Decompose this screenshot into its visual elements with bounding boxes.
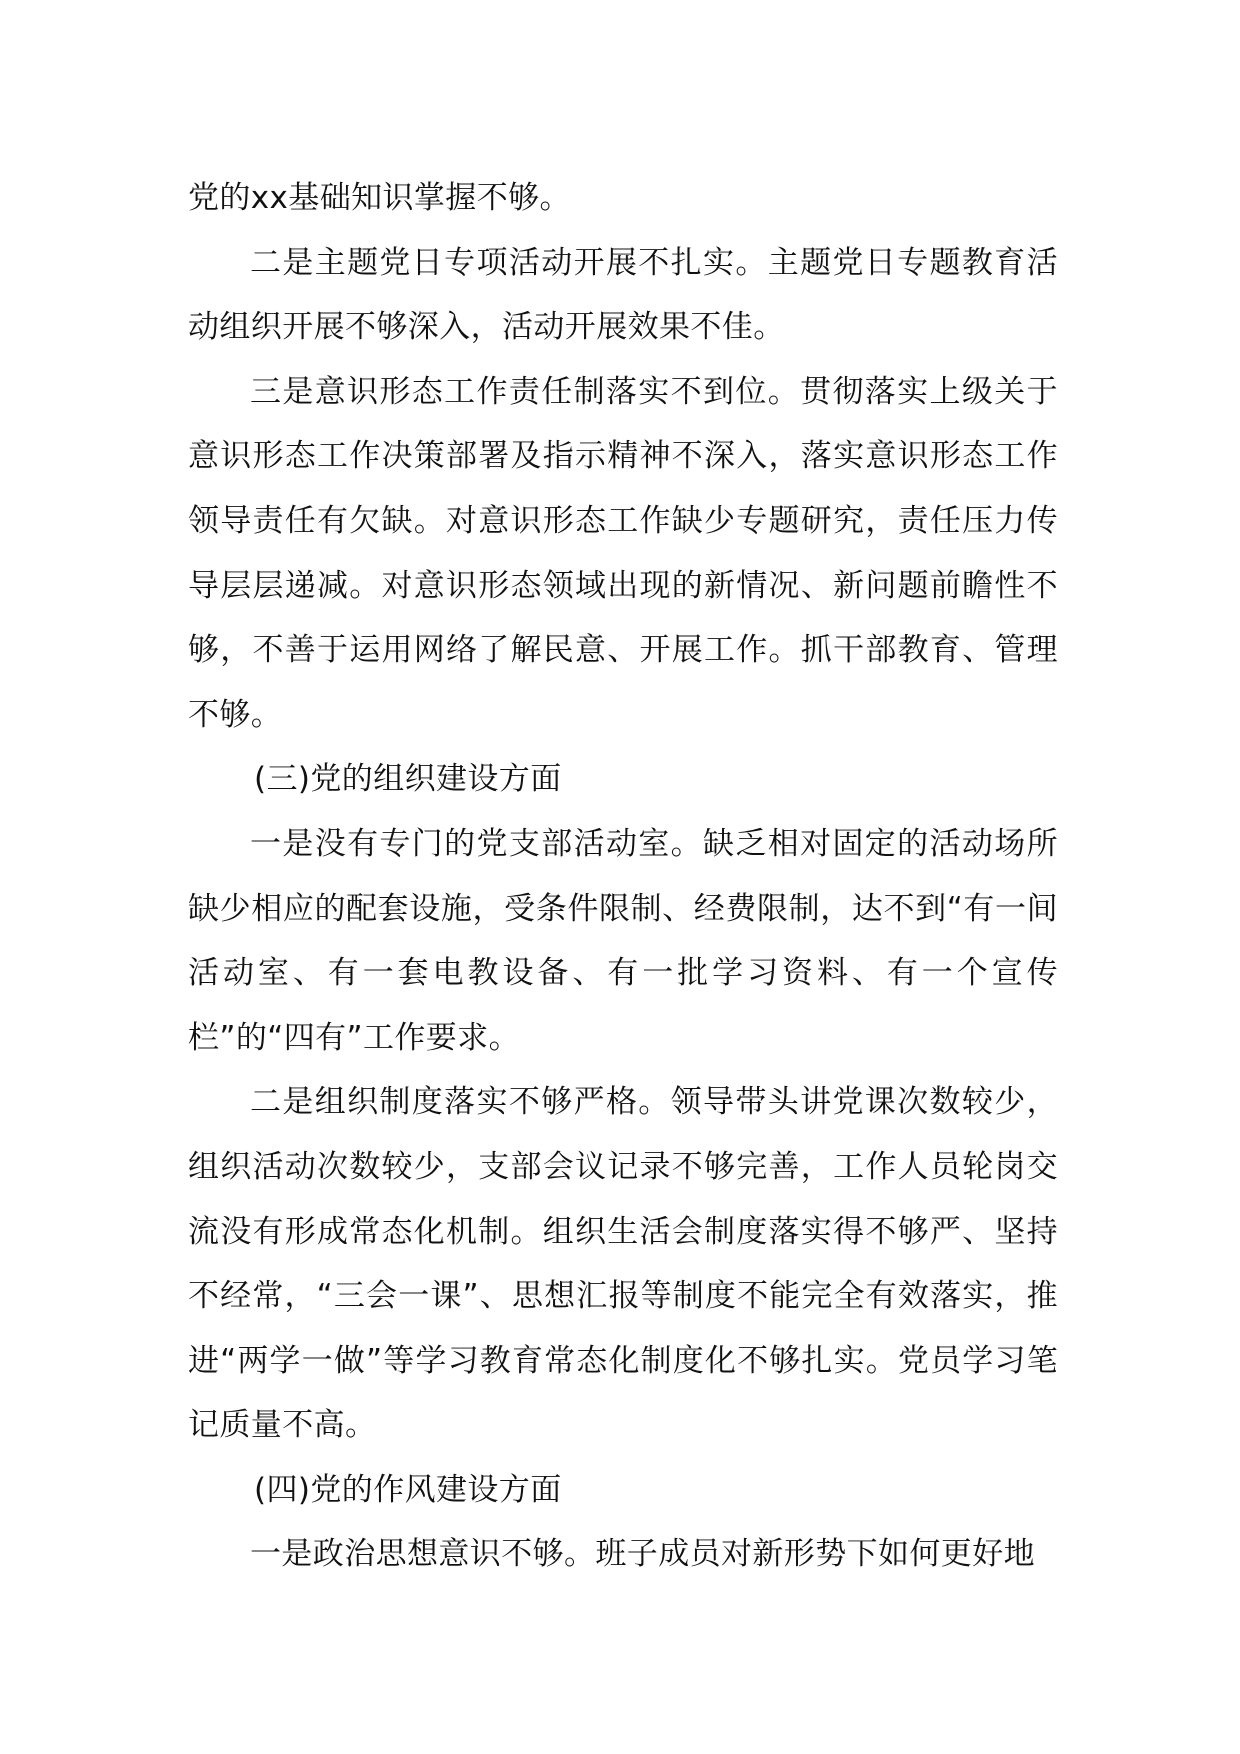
paragraph-continuation: 党的xx基础知识掌握不够。 bbox=[188, 180, 571, 216]
document-body bbox=[188, 166, 1058, 1587]
paragraph-theme-party-day: 二是主题党日专项活动开展不扎实。主题党日专题教育活动组织开展不够深入，活动开展效果不佳。 bbox=[188, 244, 1058, 346]
paragraph-ideology-responsibility: 三是意识形态工作责任制落实不到位。贯彻落实上级关于意识形态工作决策部署及指示精神不深入，落实意识形态工作领导责任有欠缺。对意识形态工作缺少专题研究，责任压力传导层层递减。对意识形态领域出现的新情况、新问题前瞻性不够，不善于运用网络了解民意、开展工作。抓干部教育、管理不够。 bbox=[188, 373, 1058, 733]
paragraph-political-awareness: 一是政治思想意识不够。班子成员对新形势下如何更好地 bbox=[250, 1536, 1035, 1573]
paragraph-organization-system: 二是组织制度落实不够严格。领导带头讲党课次数较少，组织活动次数较少，支部会议记录不够完善，工作人员轮岗交流没有形成常态化机制。组织生活会制度落实得不够严、坚持不经常，“三会一课”、思想汇报等制度不能完全有效落实，推进“两学一做”等学习教育常态化制度化不够扎实。党员学习笔记质量不高。 bbox=[188, 1084, 1058, 1444]
section-heading-organization: (三)党的组织建设方面 bbox=[254, 761, 562, 798]
section-heading-work-style: (四)党的作风建设方面 bbox=[254, 1471, 562, 1508]
paragraph-activity-room: 一是没有专门的党支部活动室。缺乏相对固定的活动场所缺少相应的配套设施，受条件限制、经费限制，达不到“有一间活动室、有一套电教设备、有一批学习资料、有一个宣传栏”的“四有”工作要求。 bbox=[188, 825, 1058, 1056]
